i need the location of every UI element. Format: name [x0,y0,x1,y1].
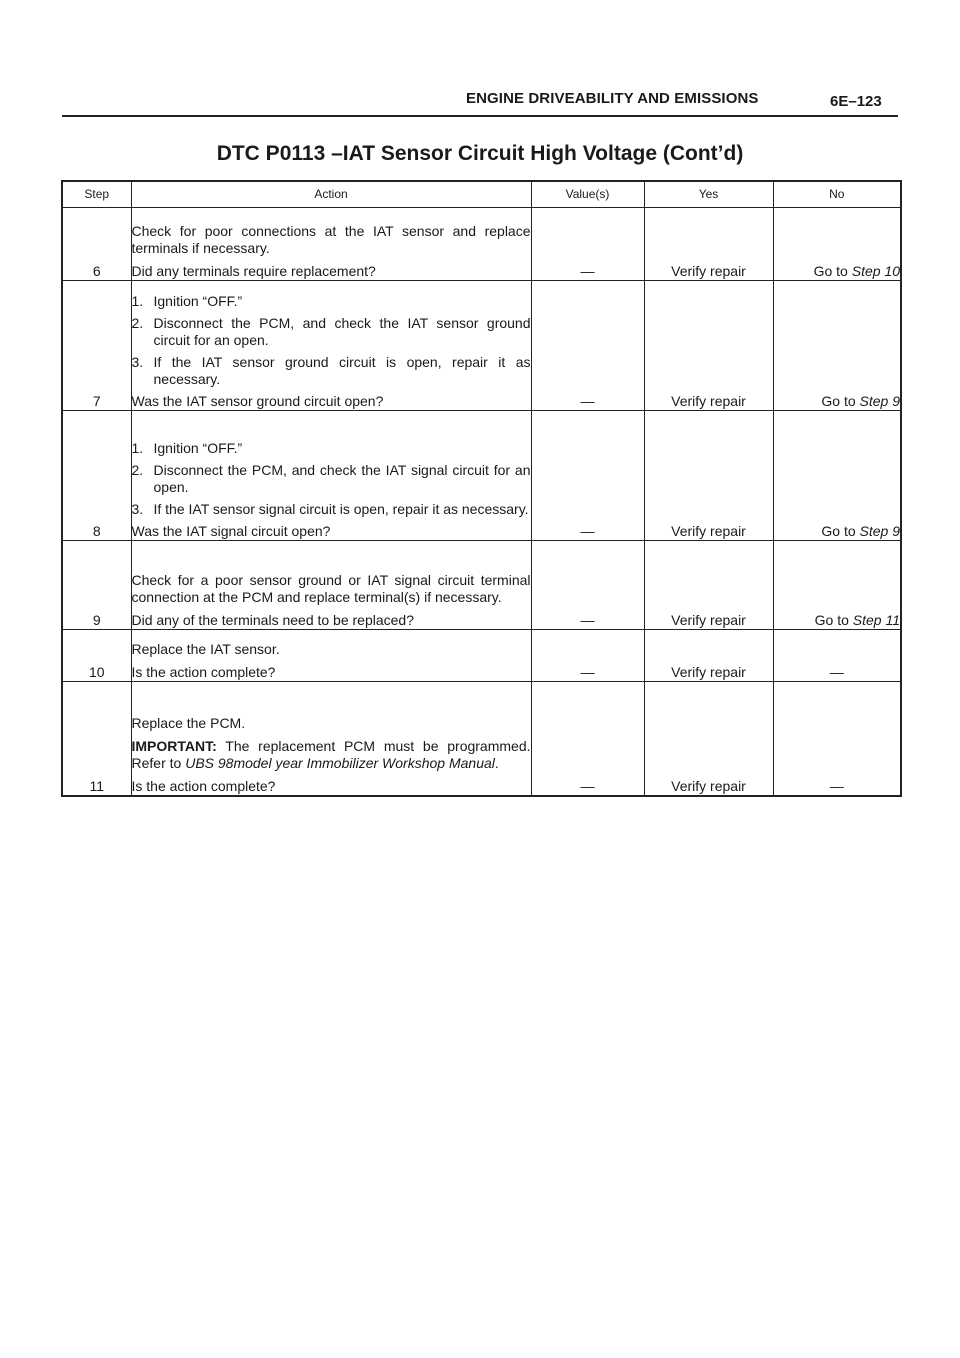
list-number: 2. [131,315,144,331]
action-text: Check for poor connections at the IAT sensor and replace terminals if necessary. [131,223,531,256]
step-link[interactable]: Step 11 [852,612,900,628]
action-text: Replace the PCM. [131,714,246,731]
step-link[interactable]: Step 9 [859,523,900,539]
value-cell: — [531,281,644,411]
step-number: 7 [62,281,131,411]
table-row [62,208,901,281]
column-header-values: Value(s) [531,181,644,208]
step-link[interactable]: Step 10 [851,263,900,279]
table-row [62,281,901,411]
action-question: Did any of the terminals need to be replaced? [131,612,415,628]
list-number: 1. [131,440,144,456]
list-text: Ignition “OFF.” [153,440,243,456]
step-number: 10 [62,630,131,682]
no-prefix: Go to [813,263,852,279]
list-text: Disconnect the PCM, and check the IAT signal circuit for an open. [153,462,531,495]
action-list [132,293,531,388]
diagnostic-table [61,180,902,797]
list-item [132,440,531,457]
action-cell [131,541,531,630]
no-cell: — [773,630,901,682]
action-question: Is the action complete? [131,777,276,794]
action-cell [131,208,531,281]
list-text: If the IAT sensor signal circuit is open, repair it as necessary. [153,501,529,517]
action-text: Replace the IAT sensor. [131,641,280,657]
step-number: 11 [62,682,131,796]
important-label: IMPORTANT: [131,737,217,754]
yes-cell: Verify repair [644,630,773,682]
no-cell [773,281,901,411]
list-text: Disconnect the PCM, and check the IAT sensor ground circuit for an open. [153,315,531,348]
action-question: Did any terminals require replacement? [131,263,376,279]
important-end: . [494,754,499,771]
value-cell: — [531,541,644,630]
yes-cell: Verify repair [644,281,773,411]
column-header-step: Step [62,181,131,208]
table-row [62,682,901,796]
list-number: 2. [131,462,144,478]
step-number: 8 [62,411,131,541]
list-item [132,501,531,518]
action-cell [131,411,531,541]
table-header-row [62,181,901,208]
section-header: ENGINE DRIVEABILITY AND EMISSIONS [466,90,759,107]
action-question: Was the IAT signal circuit open? [131,523,331,539]
action-cell [131,682,531,796]
value-cell: — [531,630,644,682]
action-question: Is the action complete? [131,664,276,680]
action-list [132,440,531,518]
yes-cell: Verify repair [644,682,773,796]
no-cell [773,541,901,630]
column-header-action: Action [131,181,531,208]
action-cell [131,630,531,682]
table-row [62,630,901,682]
header-divider [62,115,898,117]
no-prefix: Go to [814,612,853,628]
list-number: 1. [131,293,144,309]
table-row [62,411,901,541]
page-number: 6E–123 [830,93,882,110]
no-cell [773,411,901,541]
yes-cell: Verify repair [644,411,773,541]
step-number: 9 [62,541,131,630]
step-link[interactable]: Step 9 [859,393,900,409]
action-text: Check for a poor sensor ground or IAT signal circuit terminal connection at the PCM and replace terminal(s) if necessary. [131,572,531,605]
no-prefix: Go to [821,523,860,539]
yes-cell: Verify repair [644,208,773,281]
list-text: Ignition “OFF.” [153,293,243,309]
column-header-yes: Yes [644,181,773,208]
page-title: DTC P0113 –IAT Sensor Circuit High Voltage (Cont’d) [216,142,744,165]
list-item [132,315,531,349]
action-cell [131,281,531,411]
important-note [132,738,531,772]
no-cell: — [773,682,901,796]
table-row [62,541,901,630]
list-text: If the IAT sensor ground circuit is open, repair it as necessary. [153,354,531,387]
list-number: 3. [131,354,144,370]
value-cell: — [531,411,644,541]
list-number: 3. [131,501,144,517]
value-cell: — [531,208,644,281]
value-cell: — [531,682,644,796]
yes-cell: Verify repair [644,541,773,630]
no-prefix: Go to [821,393,860,409]
manual-reference: UBS 98model year Immobilizer Workshop Manual [185,754,495,771]
step-number: 6 [62,208,131,281]
column-header-no: No [773,181,901,208]
list-item [132,293,531,310]
important-text: The replacement PCM must be programmed. Refer to [131,737,531,771]
list-item [132,354,531,388]
list-item [132,462,531,496]
action-question: Was the IAT sensor ground circuit open? [131,393,384,409]
no-cell [773,208,901,281]
